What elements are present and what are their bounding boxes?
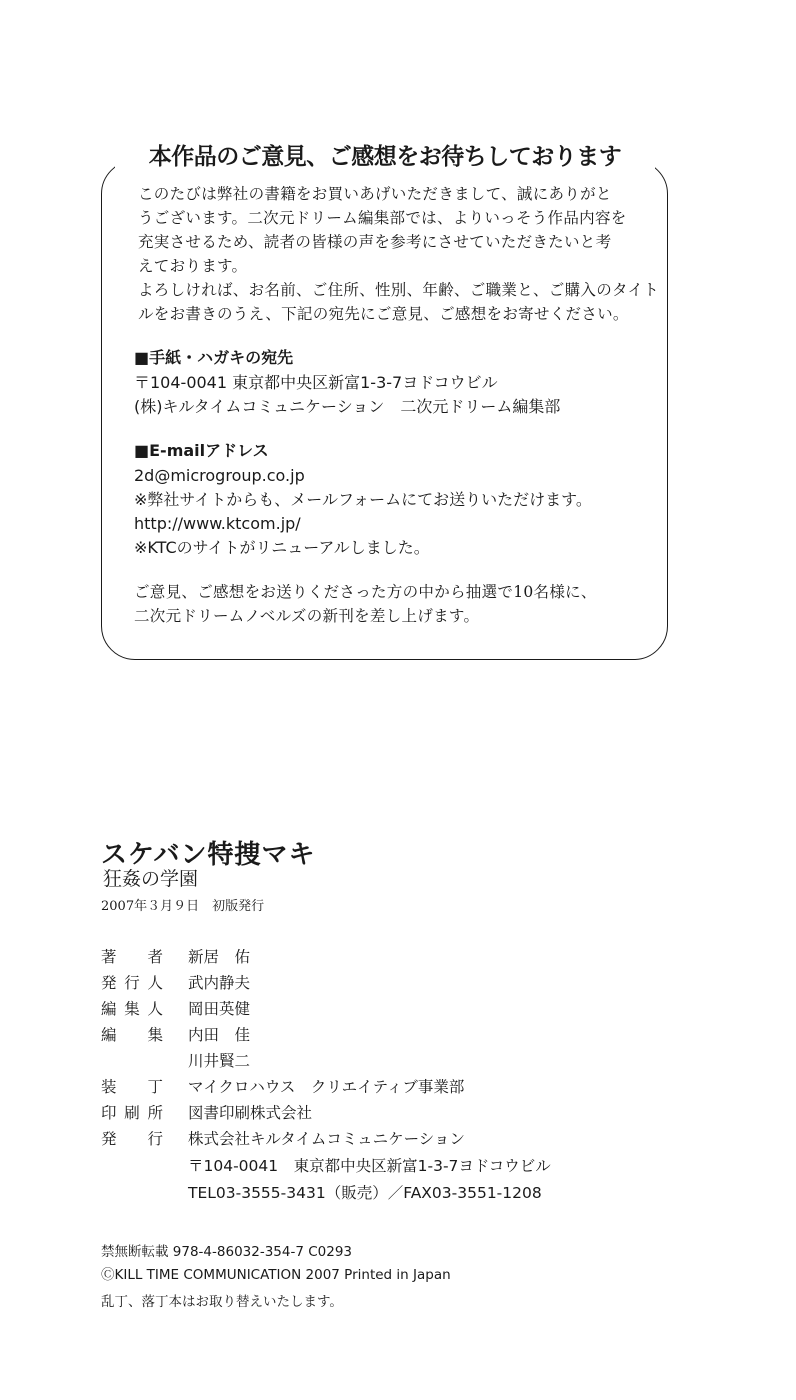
credit-label-printer: 印刷所: [101, 1104, 163, 1122]
website-note: ※KTCのサイトがリニューアルしました。: [134, 538, 430, 557]
feedback-text-line: よろしければ、お名前、ご住所、性別、年齢、ご職業と、ご購入のタイト: [138, 281, 660, 299]
book-title: スケバン特捜マキ: [101, 840, 316, 870]
closing-line: ご意見、ご感想をお送りくださった方の中から抽選で10名様に、: [134, 583, 597, 601]
credit-value-chief-editor: 岡田英健: [188, 1000, 251, 1018]
credit-value-editor: 内田 佳: [188, 1026, 251, 1044]
mail-address: 〒104-0041 東京都中央区新富1-3-7ヨドコウビル: [134, 373, 498, 392]
feedback-text-line: このたびは弊社の書籍をお買いあげいただきまして、誠にありがと: [138, 185, 612, 203]
credit-label-design: 装 丁: [101, 1078, 163, 1096]
isbn-line: 禁無断転載 978-4-86032-354-7 C0293: [101, 1244, 353, 1260]
credit-value-design: マイクロハウス クリエイティブ事業部: [188, 1078, 465, 1096]
issuer-address: 〒104-0041 東京都中央区新富1-3-7ヨドコウビル: [188, 1157, 551, 1175]
credit-label-author: 著 者: [101, 948, 163, 966]
feedback-text-line: えております。: [138, 257, 248, 275]
credit-value-issuer: 株式会社キルタイムコミュニケーション: [188, 1130, 465, 1148]
copyright-line: ⒸKILL TIME COMMUNICATION 2007 Printed in Japan: [101, 1267, 451, 1283]
credit-label-chief-editor: 編集人: [101, 1000, 163, 1018]
issuer-phone: TEL03-3555-3431（販売）／FAX03-3551-1208: [188, 1184, 542, 1202]
feedback-text-line: うございます。二次元ドリーム編集部では、よりいっそう作品内容を: [138, 209, 627, 227]
book-subtitle: 狂姦の学園: [103, 868, 199, 890]
website-link[interactable]: http://www.ktcom.jp/: [134, 514, 301, 533]
mail-company: (株)キルタイムコミュニケーション 二次元ドリーム編集部: [134, 397, 561, 416]
credit-value-printer: 図書印刷株式会社: [188, 1104, 313, 1122]
email-note: ※弊社サイトからも、メールフォームにてお送りいただけます。: [134, 490, 592, 509]
credit-value-author: 新居 佑: [188, 948, 251, 966]
credit-value-publisher: 武内静夫: [188, 974, 251, 992]
feedback-title: 本作品のご意見、ご感想をお待ちしております: [115, 138, 655, 176]
publish-date: 2007年３月９日 初版発行: [101, 899, 265, 914]
credit-label-editor: 編 集: [101, 1026, 163, 1044]
email-heading: ■E-mailアドレス: [134, 441, 269, 460]
credit-label-publisher: 発行人: [101, 974, 163, 992]
mail-heading: ■手紙・ハガキの宛先: [134, 348, 294, 367]
credit-label-issuer: 発 行: [101, 1130, 163, 1148]
feedback-text-line: 充実させるため、読者の皆様の声を参考にさせていただきたいと考: [138, 233, 612, 251]
closing-line: 二次元ドリームノベルズの新刊を差し上げます。: [134, 607, 480, 625]
email-address[interactable]: 2d@microgroup.co.jp: [134, 466, 305, 485]
credit-value-editor-2: 川井賢二: [188, 1052, 251, 1070]
feedback-text-line: ルをお書きのうえ、下記の宛先にご意見、ご感想をお寄せください。: [138, 305, 629, 323]
replacement-notice: 乱丁、落丁本はお取り替えいたします。: [101, 1294, 343, 1310]
